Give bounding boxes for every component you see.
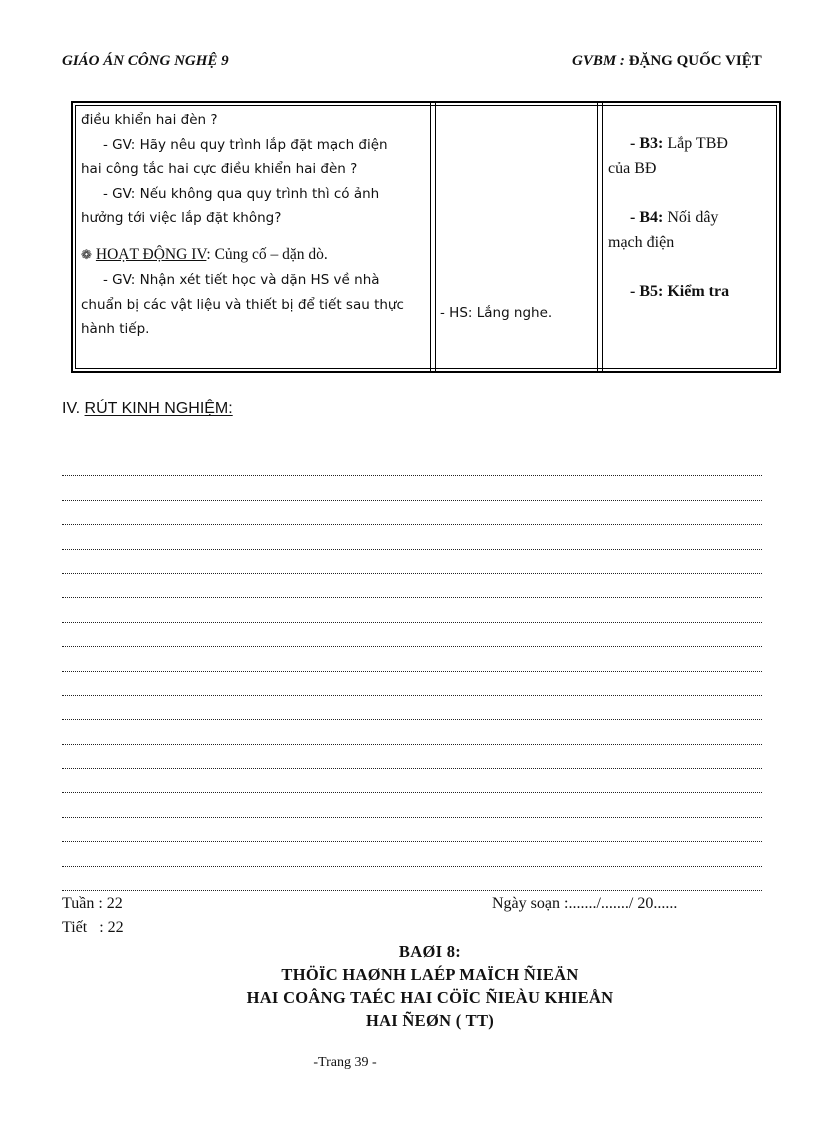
lesson-activity-table [71,101,781,373]
experience-heading [62,400,233,418]
activity-description: : Củng cố – dặn dò. [206,245,328,263]
dotted-line [62,623,762,647]
header-right-prefix: GVBM : [572,53,625,69]
step-item [608,279,778,304]
step-cont: mạch điện [608,234,675,251]
dotted-line [62,818,762,842]
table-column-divider [430,103,436,371]
dotted-line [62,745,762,769]
closing-line: hành tiếp. [81,321,150,337]
dotted-line [62,452,762,476]
step-text: Kiểm tra [667,283,730,300]
dotted-line [62,647,762,671]
closing-line: chuẩn bị các vật liệu và thiết bị để tiết sau thực [81,296,404,313]
teacher-line: hưởng tới việc lắp đặt không? [81,210,282,226]
date-value: ......./......./ 20...... [568,895,678,912]
flower-bullet-icon: ❁ [81,247,92,263]
lesson-title-line: HAI ÑEØN ( TT) [365,1011,495,1030]
period-label: Tiết [62,919,88,936]
step-text: Lắp TBĐ [667,135,728,152]
experience-title: RÚT KINH NGHIỆM: [84,400,233,417]
week-info [62,895,123,913]
dotted-line [62,842,762,866]
dotted-line [62,525,762,549]
date-info [492,895,677,913]
teacher-activity-cell [81,108,429,342]
step-cont: của BĐ [608,160,657,177]
step-label: - B5: [630,283,664,300]
header-right-name: ĐẶNG QUỐC VIỆT [628,53,762,69]
dotted-line [62,501,762,525]
week-label: Tuần [62,895,95,912]
step-label: - B4: [630,209,664,226]
steps-cell [608,131,778,328]
dotted-line [62,867,762,891]
teacher-line: - GV: Hãy nêu quy trình lắp đặt mạch điện [103,136,388,153]
lesson-title-line: THÖÏC HAØNH LAÉP MAÏCH ÑIEÄN [281,965,579,984]
experience-number: IV. [62,400,81,417]
dotted-line [62,476,762,500]
teacher-line: hai công tắc hai cực điều khiển hai đèn ? [81,161,358,177]
lesson-number: BAØI 8: [398,942,462,961]
dotted-line [62,696,762,720]
page-number: -Trang 39 - [313,1055,377,1070]
step-text: Nối dây [667,209,719,226]
dotted-line [62,769,762,793]
step-item [608,205,778,255]
teacher-line: - GV: Nếu không qua quy trình thì có ảnh [103,185,380,202]
dotted-line [62,672,762,696]
dotted-line [62,793,762,817]
dotted-line [62,550,762,574]
student-response: - HS: Lắng nghe. [440,305,553,321]
table-column-divider [597,103,603,371]
step-label: - B3: [630,135,664,152]
header-right-teacher [572,53,762,70]
closing-line: - GV: Nhận xét tiết học và dặn HS về nhà [103,272,380,288]
teacher-line: điều khiển hai đèn ? [81,112,218,128]
notes-dotted-lines [62,452,762,892]
lesson-title-line: HAI COÂNG TAÉC HAI CÖÏC ÑIEÀU KHIEÅN [246,988,614,1007]
date-label: Ngày soạn : [492,895,569,912]
dotted-line [62,598,762,622]
activity-title: HOẠT ĐỘNG IV [95,245,207,263]
header-left-title: GIÁO ÁN CÔNG NGHỆ 9 [62,53,229,69]
dotted-line [62,574,762,598]
step-item [608,131,778,181]
period-info [62,919,124,937]
week-value: : 22 [98,895,123,912]
dotted-line [62,720,762,744]
period-value: : 22 [99,919,124,936]
activity-heading [81,243,429,269]
